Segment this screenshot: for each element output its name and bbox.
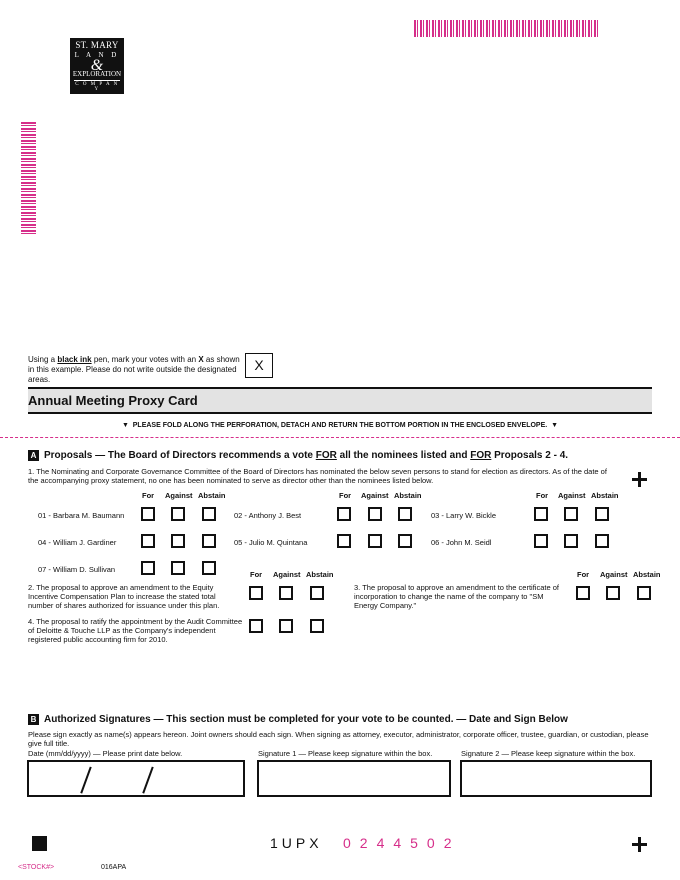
- nominee-03-against-checkbox[interactable]: [564, 507, 578, 521]
- form-code: 1UPX: [270, 835, 323, 851]
- title-bar: [28, 387, 652, 414]
- col-for: For: [250, 570, 263, 579]
- nominee-06-abstain-checkbox[interactable]: [595, 534, 609, 548]
- nominee-04-abstain-checkbox[interactable]: [202, 534, 216, 548]
- registration-plus-icon: [632, 837, 647, 852]
- proposal-3-abstain-checkbox[interactable]: [637, 586, 651, 600]
- col-against: Against: [165, 491, 193, 500]
- col-for: For: [339, 491, 352, 500]
- nominee-05-against-checkbox[interactable]: [368, 534, 382, 548]
- nominee-02: 02 - Anthony J. Best: [234, 511, 302, 520]
- signature-1-field[interactable]: [257, 760, 451, 797]
- section-b-badge: B: [28, 714, 39, 725]
- page-title: Annual Meeting Proxy Card: [28, 393, 198, 408]
- registration-plus-icon: [632, 472, 647, 487]
- proposal-2-for-checkbox[interactable]: [249, 586, 263, 600]
- col-abstain: Abstain: [591, 491, 619, 500]
- company-logo: ST. MARY L A N D & EXPLORATION C O M P A N Y: [70, 38, 124, 94]
- side-barcode: [21, 122, 36, 236]
- nominee-07-against-checkbox[interactable]: [171, 561, 185, 575]
- col-for: For: [577, 570, 590, 579]
- nominee-06-for-checkbox[interactable]: [534, 534, 548, 548]
- section-a-title: Proposals — The Board of Directors recommends a vote FOR all the nominees listed and FOR Proposals 2 - 4.: [44, 450, 569, 461]
- col-against: Against: [600, 570, 628, 579]
- nominee-03-for-checkbox[interactable]: [534, 507, 548, 521]
- nominee-04-against-checkbox[interactable]: [171, 534, 185, 548]
- col-abstain: Abstain: [633, 570, 661, 579]
- top-barcode: [414, 20, 598, 37]
- nominee-07-for-checkbox[interactable]: [141, 561, 155, 575]
- signature-2-field[interactable]: [460, 760, 652, 797]
- form-id: 016APA: [101, 864, 127, 871]
- marking-instructions: Using a black ink pen, mark your votes with an X as shown in this example. Please do not write outside the designated areas.: [28, 355, 240, 384]
- nominee-01-for-checkbox[interactable]: [141, 507, 155, 521]
- nominee-03: 03 - Larry W. Bickle: [431, 511, 497, 520]
- stock-number: <STOCK#>: [18, 864, 55, 871]
- nominee-04-for-checkbox[interactable]: [141, 534, 155, 548]
- nominee-05: 05 - Julio M. Quintana: [234, 538, 308, 547]
- control-number: 0244502: [343, 835, 461, 851]
- registration-square: [32, 836, 47, 851]
- proposal-2-text: 2. The proposal to approve an amendment to the Equity Incentive Compensation Plan to increase the stated total number of shares authorized for issuance under this plan.: [28, 583, 220, 610]
- nominee-06: 06 - John M. Seidl: [431, 538, 492, 547]
- col-against: Against: [361, 491, 389, 500]
- col-abstain: Abstain: [198, 491, 226, 500]
- nominee-01-abstain-checkbox[interactable]: [202, 507, 216, 521]
- date-label: Date (mm/dd/yyyy) — Please print date below.: [28, 749, 183, 758]
- nominee-02-abstain-checkbox[interactable]: [398, 507, 412, 521]
- nominee-05-for-checkbox[interactable]: [337, 534, 351, 548]
- proposal-3-text: 3. The proposal to approve an amendment to the certificate of incorporation to change the name of the company to "SM Energy Company.": [354, 583, 559, 610]
- nominee-01: 01 - Barbara M. Baumann: [38, 511, 125, 520]
- signature-instructions: Please sign exactly as name(s) appears hereon. Joint owners should each sign. When signing as attorney, executor, administrator, corporate officer, trustee, guardian, or custodian, please give full title.: [28, 730, 649, 748]
- proposal-4-text: 4. The proposal to ratify the appointment by the Audit Committee of Deloitte & Touche LLP as the Company's independent registered public accounting firm for 2010.: [28, 617, 243, 644]
- proposal-3-against-checkbox[interactable]: [606, 586, 620, 600]
- item1-text: 1. The Nominating and Corporate Governance Committee of the Board of Directors has nominated the below seven persons to stand for election as directors. As of the date of the accompanying proxy statement, no one has been nominated to serve as director other than the nominees listed below.: [28, 467, 607, 485]
- proposal-3-for-checkbox[interactable]: [576, 586, 590, 600]
- section-a-badge: A: [28, 450, 39, 461]
- fold-instruction: ▼ PLEASE FOLD ALONG THE PERFORATION, DETACH AND RETURN THE BOTTOM PORTION IN THE ENCLOSED ENVELOPE. ▼: [121, 422, 559, 429]
- col-abstain: Abstain: [394, 491, 422, 500]
- nominee-04: 04 - William J. Gardiner: [38, 538, 117, 547]
- col-for: For: [536, 491, 549, 500]
- example-mark-box: X: [245, 353, 273, 378]
- signature-2-label: Signature 2 — Please keep signature within the box.: [461, 749, 636, 758]
- proposal-2-abstain-checkbox[interactable]: [310, 586, 324, 600]
- nominee-02-for-checkbox[interactable]: [337, 507, 351, 521]
- nominee-03-abstain-checkbox[interactable]: [595, 507, 609, 521]
- nominee-07-abstain-checkbox[interactable]: [202, 561, 216, 575]
- col-for: For: [142, 491, 155, 500]
- proposal-4-abstain-checkbox[interactable]: [310, 619, 324, 633]
- nominee-05-abstain-checkbox[interactable]: [398, 534, 412, 548]
- col-abstain: Abstain: [306, 570, 334, 579]
- section-b-title: Authorized Signatures — This section must be completed for your vote to be counted. — Date and Sign Below: [44, 714, 568, 725]
- nominee-01-against-checkbox[interactable]: [171, 507, 185, 521]
- proposal-4-against-checkbox[interactable]: [279, 619, 293, 633]
- nominee-06-against-checkbox[interactable]: [564, 534, 578, 548]
- proposal-4-for-checkbox[interactable]: [249, 619, 263, 633]
- proposal-2-against-checkbox[interactable]: [279, 586, 293, 600]
- col-against: Against: [558, 491, 586, 500]
- col-against: Against: [273, 570, 301, 579]
- nominee-07: 07 - William D. Sullivan: [38, 565, 116, 574]
- signature-1-label: Signature 1 — Please keep signature within the box.: [258, 749, 433, 758]
- date-field[interactable]: [27, 760, 245, 797]
- perforation-line: [0, 437, 680, 438]
- nominee-02-against-checkbox[interactable]: [368, 507, 382, 521]
